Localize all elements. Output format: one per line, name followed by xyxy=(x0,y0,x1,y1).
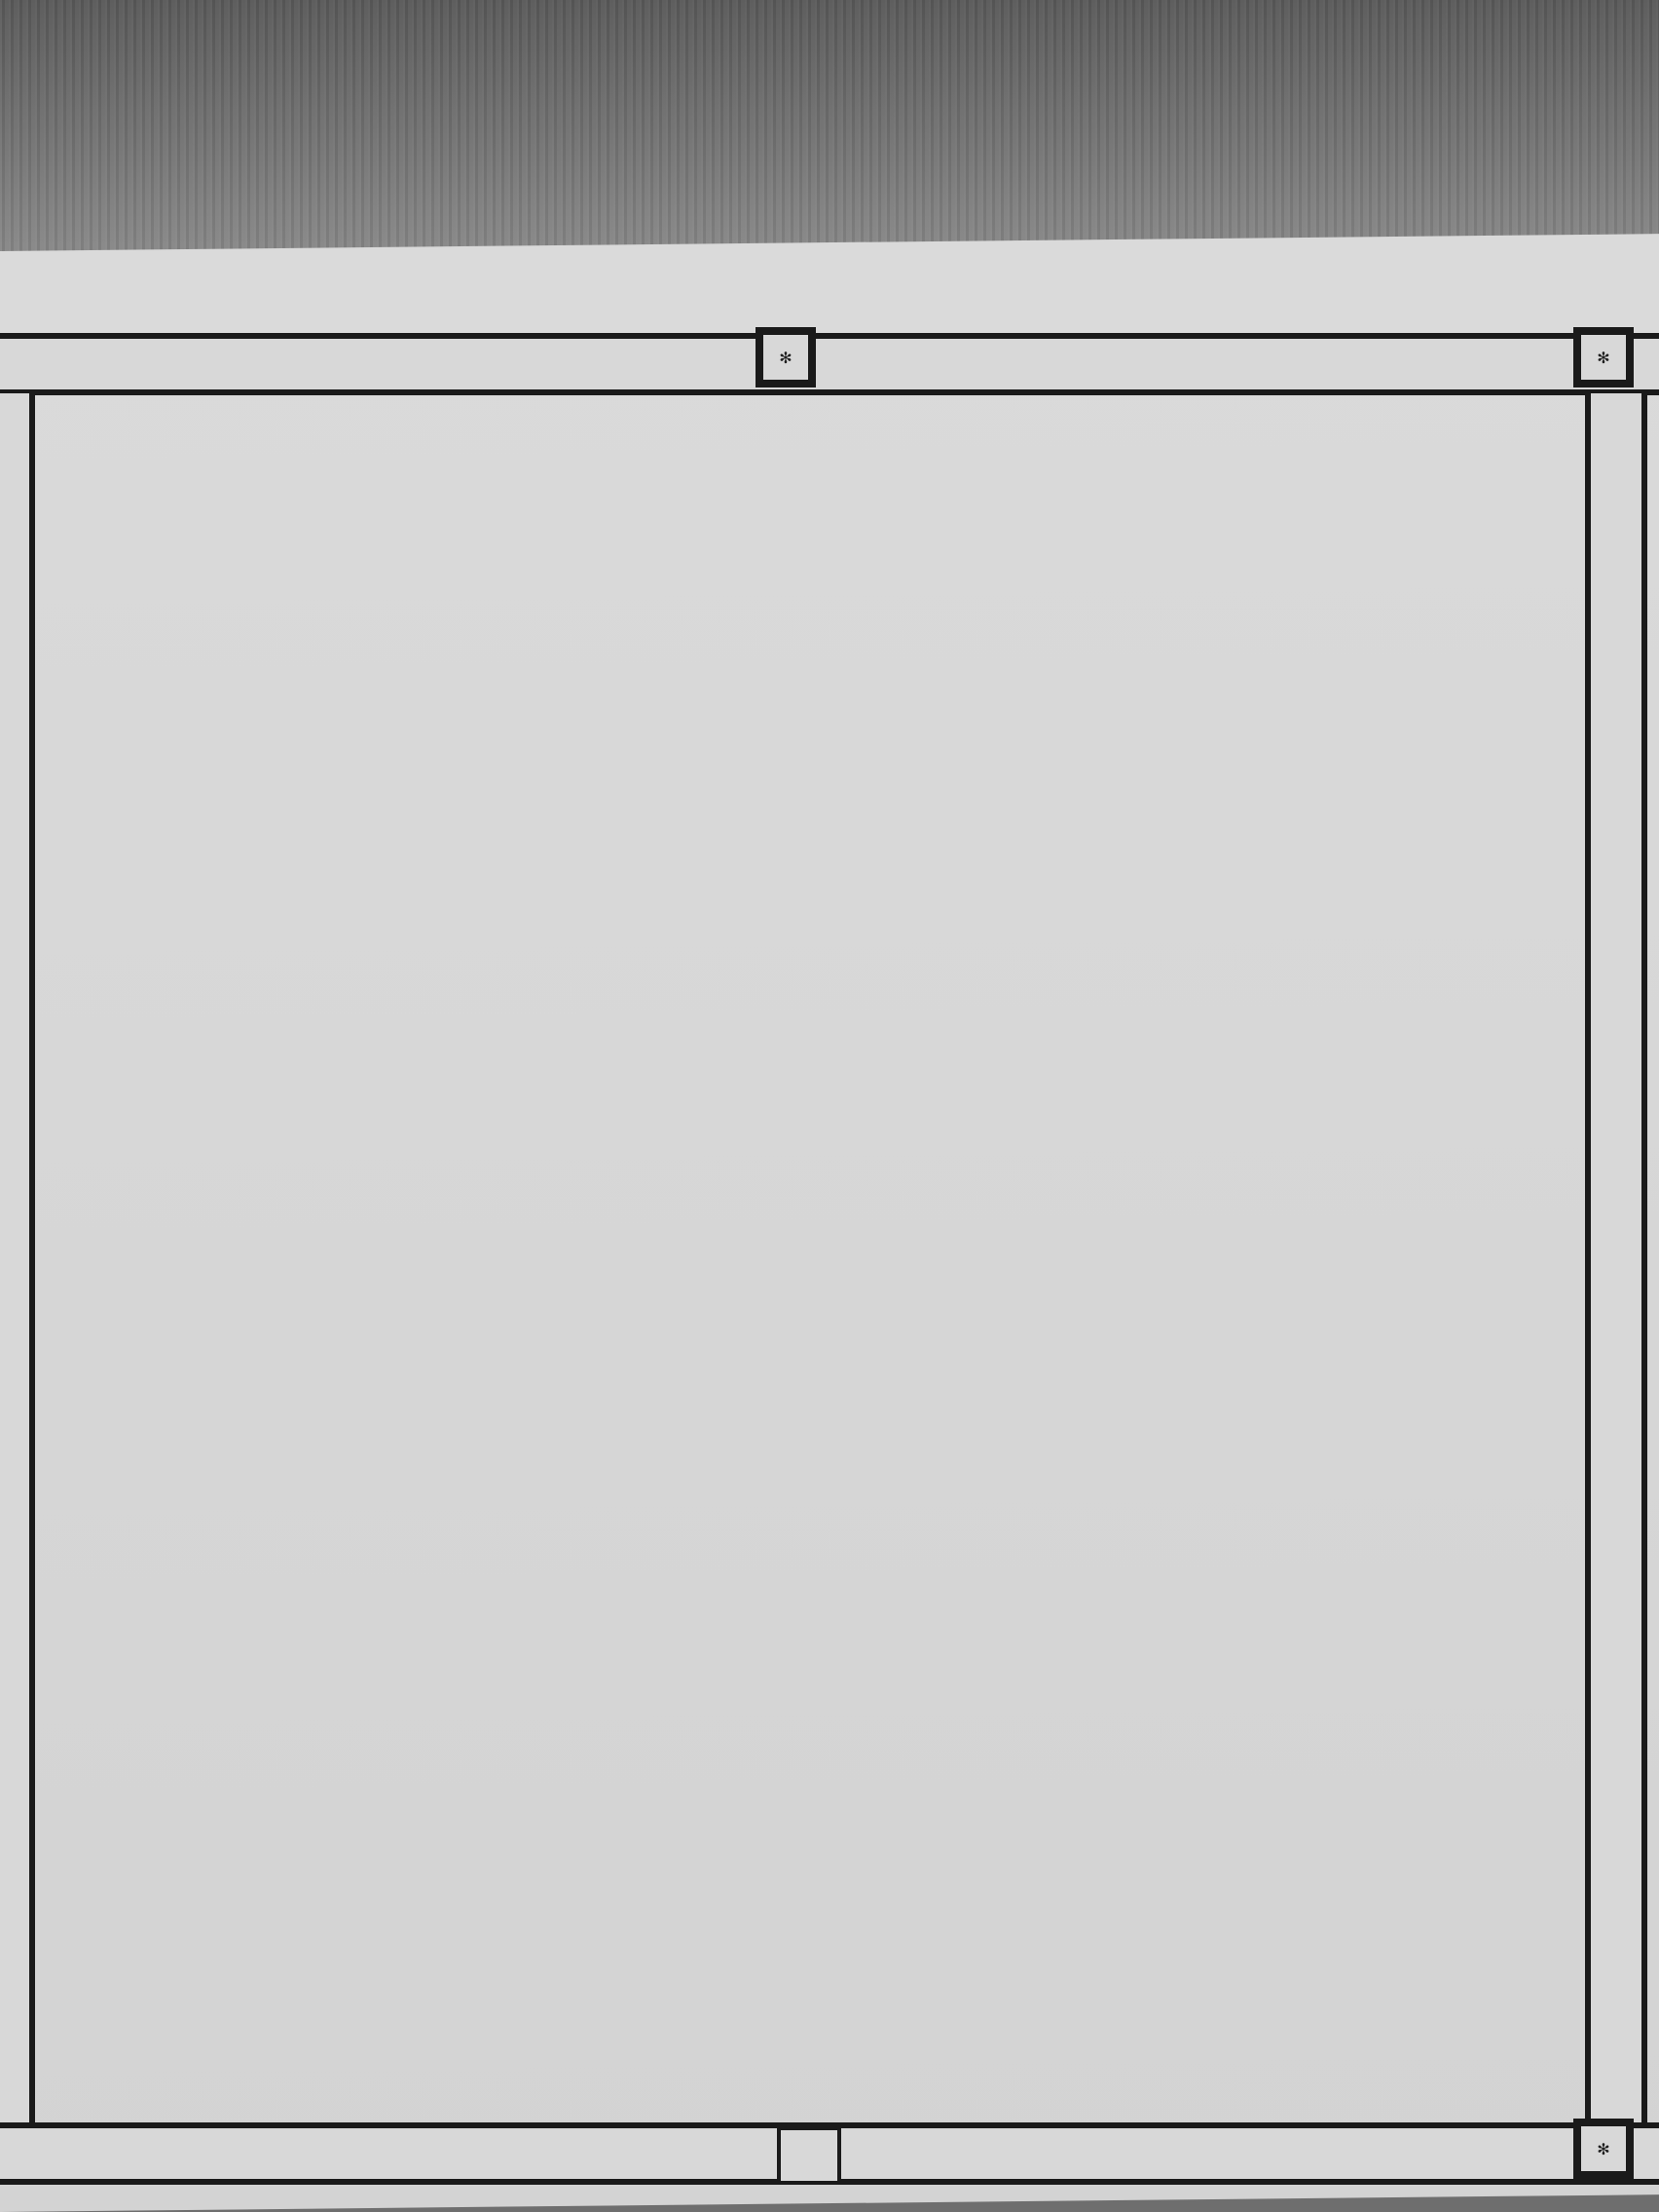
table-surface xyxy=(0,0,1659,268)
book-page xyxy=(0,234,1659,2212)
right-ornament-border xyxy=(1585,393,1647,2122)
top-ornament-border xyxy=(0,333,1659,395)
center-ornament-icon: ✻ xyxy=(756,327,816,387)
page-number xyxy=(777,2126,841,2185)
corner-ornament-icon: ✻ xyxy=(1573,327,1634,387)
left-ornament-border xyxy=(0,393,35,2122)
corner-ornament-icon: ✻ xyxy=(1573,2119,1634,2179)
